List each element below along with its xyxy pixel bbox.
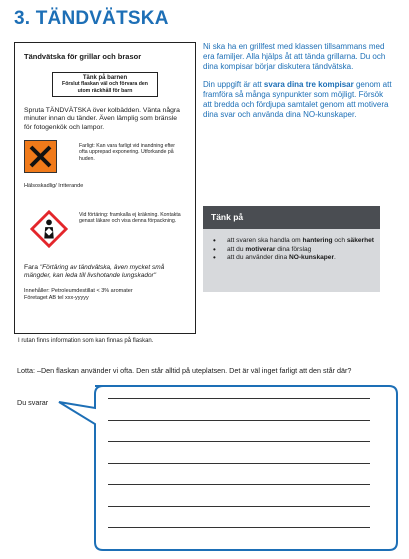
answer-line[interactable] — [108, 527, 370, 528]
label-heading: Tändvätska för grillar och brasor — [24, 52, 142, 61]
intro-paragraph-1: Ni ska ha en grillfest med klassen tillsammans med era familjer. Alla hjälps åt att tända grillarna. Du och dina kompisar börjar diskutera tändvätska. — [203, 42, 386, 71]
list-item: • att du motiverar dina förslag — [213, 246, 374, 255]
answer-line[interactable] — [108, 420, 370, 421]
health-hazard-icon — [30, 210, 68, 248]
think-box-text: Förslut flaskan väl och förvara den utom räckhåll för barn — [62, 81, 148, 94]
think-about-header: Tänk på — [203, 206, 380, 229]
product-label — [14, 42, 196, 334]
usage-instructions: Spruta TÄNDVÄTSKA över kolbädden. Vänta några minuter innan du tänder. Även lämplig som bränsle för fotogenkök och lampor. — [24, 107, 180, 131]
answer-line[interactable] — [108, 463, 370, 464]
intro-p2-part: Din uppgift är att — [203, 80, 264, 90]
ingredients — [24, 288, 186, 303]
company-text: Företaget AB tel xxx-yyyyy — [24, 295, 89, 302]
intro-paragraph-2 — [203, 80, 393, 119]
label-note: I rutan finns information som kan finnas på flaskan. — [18, 338, 154, 344]
intro-p2-bold: svara dina tre kompisar — [263, 80, 354, 90]
think-box-title: Tänk på barnen — [82, 75, 128, 81]
intro-p2-part: genom att framföra så många synpunkter som möjligt. Försök att bredda och fördjupa samtalet genom att motivera dina svar och använda dina NO-kunskaper. — [203, 80, 392, 119]
danger-statement — [24, 264, 186, 281]
harmful-x-icon — [24, 140, 57, 173]
health-hazard-row — [24, 206, 186, 258]
answer-line[interactable] — [108, 506, 370, 507]
answer-lines[interactable] — [108, 398, 370, 549]
lotta-question: Lotta: –Den flaskan använder vi ofta. Den står alltid på uteplatsen. Det är väl inget farligt att den står där? — [17, 366, 352, 375]
aspiration-text: Vid förtäring: framkalla ej kräkning. Kontakta genast läkare och visa denna förpackning. — [79, 211, 181, 225]
think-children-box — [52, 72, 158, 97]
answer-line[interactable] — [108, 441, 370, 442]
harmful-hazard-row — [24, 140, 186, 204]
answer-line[interactable] — [108, 398, 370, 399]
list-item: • att svaren ska handla om hantering och säkerhet — [213, 237, 374, 246]
think-about-list — [203, 229, 380, 263]
fara-quote: "Förtäring av tändvätska, även mycket små mängder, kan leda till livshotande lungskador" — [24, 263, 165, 280]
fara-label: Fara — [24, 263, 38, 271]
harmful-caption: Hälsoskadlig/ Irriterande — [24, 182, 84, 189]
ingredients-text: Innehåller: Petroleumdestillat < 3% aromater — [24, 287, 133, 294]
intro-text — [203, 42, 393, 128]
answer-prompt: Du svarar — [17, 398, 49, 407]
list-item: • att du använder dina NO-kunskaper. — [213, 254, 374, 263]
harmful-text: Farligt: Kan vara farligt vid inandning efter ofta upprepad exponering. Utforkande på huden. — [79, 142, 176, 162]
page-title: 3. TÄNDVÄTSKA — [14, 8, 169, 29]
think-about-box — [203, 206, 380, 292]
answer-line[interactable] — [108, 484, 370, 485]
